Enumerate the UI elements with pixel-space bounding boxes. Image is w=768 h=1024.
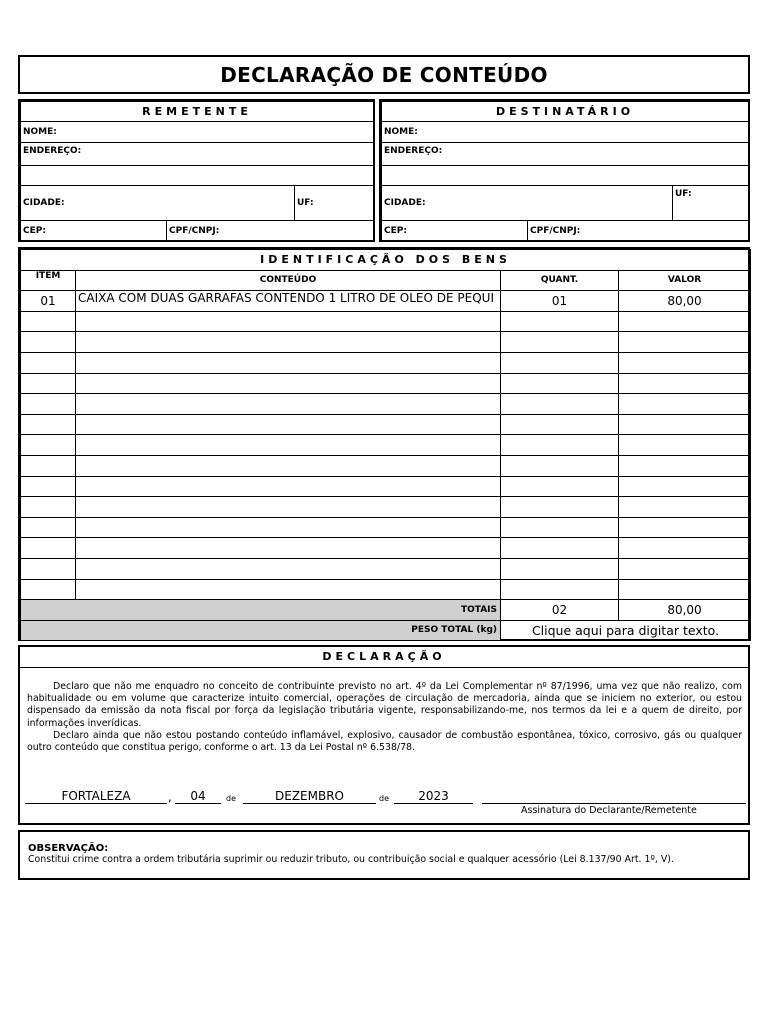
city-field[interactable]: FORTALEZA xyxy=(25,790,167,804)
signature-line[interactable] xyxy=(482,790,746,804)
item-number[interactable] xyxy=(21,476,76,497)
item-quant[interactable] xyxy=(501,455,619,476)
item-quant[interactable] xyxy=(501,497,619,518)
remetente-section xyxy=(18,99,375,242)
item-number[interactable] xyxy=(21,435,76,456)
item-conteudo[interactable] xyxy=(76,414,501,435)
item-valor[interactable] xyxy=(619,352,751,373)
item-number[interactable] xyxy=(21,394,76,415)
remetente-uf-field[interactable] xyxy=(295,186,374,221)
destinatario-cep-label: CEP: xyxy=(384,225,407,236)
item-conteudo[interactable] xyxy=(76,373,501,394)
table-row xyxy=(21,311,751,332)
title-box xyxy=(18,55,750,94)
item-conteudo[interactable] xyxy=(76,517,501,538)
item-quant[interactable] xyxy=(501,394,619,415)
remetente-cidade-label: CIDADE: xyxy=(23,198,65,208)
bens-section xyxy=(18,247,750,641)
signature-label: Assinatura do Declarante/Remetente xyxy=(521,805,697,816)
item-quant[interactable] xyxy=(501,414,619,435)
remetente-uf-label: UF: xyxy=(297,198,314,208)
declaracao-text xyxy=(27,681,742,754)
item-quant[interactable] xyxy=(501,373,619,394)
totais-valor[interactable]: 80,00 xyxy=(619,600,751,621)
item-quant[interactable] xyxy=(501,558,619,579)
item-valor[interactable] xyxy=(619,414,751,435)
table-row xyxy=(21,414,751,435)
table-row xyxy=(21,394,751,415)
item-quant[interactable] xyxy=(501,352,619,373)
table-row xyxy=(21,352,751,373)
item-quant[interactable] xyxy=(501,476,619,497)
table-row xyxy=(21,497,751,518)
declaracao-header: DECLARAÇÃO xyxy=(20,647,748,668)
remetente-cidade-field[interactable] xyxy=(21,186,295,221)
item-quant[interactable] xyxy=(501,579,619,600)
table-row xyxy=(21,373,751,394)
item-number[interactable]: 01 xyxy=(21,291,76,312)
totais-quant[interactable]: 02 xyxy=(501,600,619,621)
item-valor[interactable] xyxy=(619,394,751,415)
item-conteudo[interactable] xyxy=(76,579,501,600)
destinatario-endereco-field[interactable] xyxy=(382,143,749,166)
item-quant[interactable] xyxy=(501,311,619,332)
col-conteudo-header: CONTEÚDO xyxy=(76,270,501,291)
destinatario-cpf-label: CPF/CNPJ: xyxy=(530,225,581,236)
day-field[interactable]: 04 xyxy=(175,790,221,804)
item-quant[interactable] xyxy=(501,517,619,538)
peso-total-label: PESO TOTAL (kg) xyxy=(21,620,501,641)
col-quant-header: QUANT. xyxy=(501,270,619,291)
item-quant[interactable]: 01 xyxy=(501,291,619,312)
remetente-nome-field[interactable] xyxy=(21,122,374,143)
destinatario-uf-label: UF: xyxy=(675,189,692,199)
item-valor[interactable] xyxy=(619,558,751,579)
item-number[interactable] xyxy=(21,579,76,600)
item-conteudo[interactable] xyxy=(76,394,501,415)
item-valor[interactable] xyxy=(619,497,751,518)
item-valor[interactable] xyxy=(619,476,751,497)
item-conteudo[interactable] xyxy=(76,538,501,559)
remetente-endereco-field[interactable] xyxy=(21,143,374,166)
item-conteudo[interactable] xyxy=(76,497,501,518)
item-quant[interactable] xyxy=(501,332,619,353)
item-quant[interactable] xyxy=(501,538,619,559)
table-row xyxy=(21,455,751,476)
table-row xyxy=(21,558,751,579)
item-number[interactable] xyxy=(21,455,76,476)
remetente-endereco-label: ENDEREÇO: xyxy=(23,146,82,156)
year-field[interactable]: 2023 xyxy=(394,790,473,804)
item-valor[interactable] xyxy=(619,579,751,600)
remetente-cpf-field[interactable] xyxy=(167,221,374,241)
item-number[interactable] xyxy=(21,497,76,518)
table-row xyxy=(21,332,751,353)
destinatario-endereco-label: ENDEREÇO: xyxy=(384,146,443,156)
item-valor[interactable] xyxy=(619,332,751,353)
destinatario-nome-field[interactable] xyxy=(382,122,749,143)
declaracao-section xyxy=(18,645,750,825)
item-number[interactable] xyxy=(21,352,76,373)
item-valor[interactable] xyxy=(619,373,751,394)
remetente-cep-field[interactable] xyxy=(21,221,167,241)
table-row xyxy=(21,476,751,497)
destinatario-cidade-label: CIDADE: xyxy=(384,198,426,208)
de-label-2: de xyxy=(379,794,389,803)
destinatario-nome-label: NOME: xyxy=(384,127,418,137)
item-number[interactable] xyxy=(21,373,76,394)
destinatario-cidade-field[interactable] xyxy=(382,186,673,221)
remetente-nome-label: NOME: xyxy=(23,127,57,137)
table-row xyxy=(21,291,751,312)
item-quant[interactable] xyxy=(501,435,619,456)
totais-label: TOTAIS xyxy=(21,600,501,621)
de-label-1: de xyxy=(226,794,236,803)
item-valor[interactable] xyxy=(619,455,751,476)
item-conteudo[interactable] xyxy=(76,476,501,497)
destinatario-header: DESTINATÁRIO xyxy=(382,102,749,122)
item-conteudo[interactable] xyxy=(76,352,501,373)
destinatario-cep-field[interactable] xyxy=(382,221,528,241)
col-item-header: ITEM xyxy=(21,270,76,291)
destinatario-cpf-field[interactable] xyxy=(528,221,749,241)
remetente-cpf-label: CPF/CNPJ: xyxy=(169,225,220,236)
document-title: DECLARAÇÃO DE CONTEÚDO xyxy=(220,62,548,87)
item-valor[interactable] xyxy=(619,538,751,559)
item-number[interactable] xyxy=(21,538,76,559)
remetente-endereco-line2[interactable] xyxy=(21,166,374,186)
item-valor[interactable]: 80,00 xyxy=(619,291,751,312)
destinatario-endereco-line2[interactable] xyxy=(382,166,749,186)
declaracao-paragraph-2: Declaro ainda que não estou postando conteúdo inflamável, explosivo, causador de combustão espontânea, tóxico, corrosivo, gás ou qualquer outro conteúdo que constitua perigo, conforme o art. 13 da Lei Postal nº 6.538/78. xyxy=(27,729,742,754)
item-conteudo[interactable] xyxy=(76,332,501,353)
col-valor-header: VALOR xyxy=(619,270,751,291)
peso-total-field[interactable]: Clique aqui para digitar texto. xyxy=(501,620,751,641)
table-row xyxy=(21,579,751,600)
table-row xyxy=(21,435,751,456)
month-field[interactable]: DEZEMBRO xyxy=(243,790,376,804)
destinatario-uf-field[interactable] xyxy=(673,186,749,221)
observacao-title: OBSERVAÇÃO: xyxy=(28,843,109,854)
remetente-header: REMETENTE xyxy=(21,102,374,122)
item-number[interactable] xyxy=(21,558,76,579)
table-row xyxy=(21,538,751,559)
table-row xyxy=(21,517,751,538)
item-number[interactable] xyxy=(21,517,76,538)
item-valor[interactable] xyxy=(619,435,751,456)
item-number[interactable] xyxy=(21,414,76,435)
remetente-cep-label: CEP: xyxy=(23,225,46,236)
observacao-text: Constitui crime contra a ordem tributária suprimir ou reduzir tributo, ou contribuição social e qualquer acessório (Lei 8.137/90 Art. 1º, V). xyxy=(28,854,674,865)
item-number[interactable] xyxy=(21,332,76,353)
observacao-section xyxy=(18,830,750,880)
destinatario-section xyxy=(379,99,750,242)
item-conteudo[interactable]: CAIXA COM DUAS GARRAFAS CONTENDO 1 LITRO DE OLEO DE PEQUI xyxy=(76,291,501,312)
item-number[interactable] xyxy=(21,311,76,332)
item-valor[interactable] xyxy=(619,517,751,538)
item-conteudo[interactable] xyxy=(76,455,501,476)
item-valor[interactable] xyxy=(619,311,751,332)
item-conteudo[interactable] xyxy=(76,311,501,332)
comma-separator: , xyxy=(168,790,172,804)
bens-header: IDENTIFICAÇÃO DOS BENS xyxy=(21,250,751,271)
item-conteudo[interactable] xyxy=(76,558,501,579)
declaracao-paragraph-1: Declaro que não me enquadro no conceito de contribuinte previsto no art. 4º da Lei Complementar nº 87/1996, uma vez que não realizo, com habitualidade ou em volume que caracterize intuito comercial, operações de circulação de mercadoria, ainda que se iniciem no exterior, ou estou dispensado da emissão da nota fiscal por força da legislação tributária vigente, responsabilizando-me, nos termos da lei e a quem de direito, por informações inverídicas. xyxy=(27,681,742,729)
item-conteudo[interactable] xyxy=(76,435,501,456)
